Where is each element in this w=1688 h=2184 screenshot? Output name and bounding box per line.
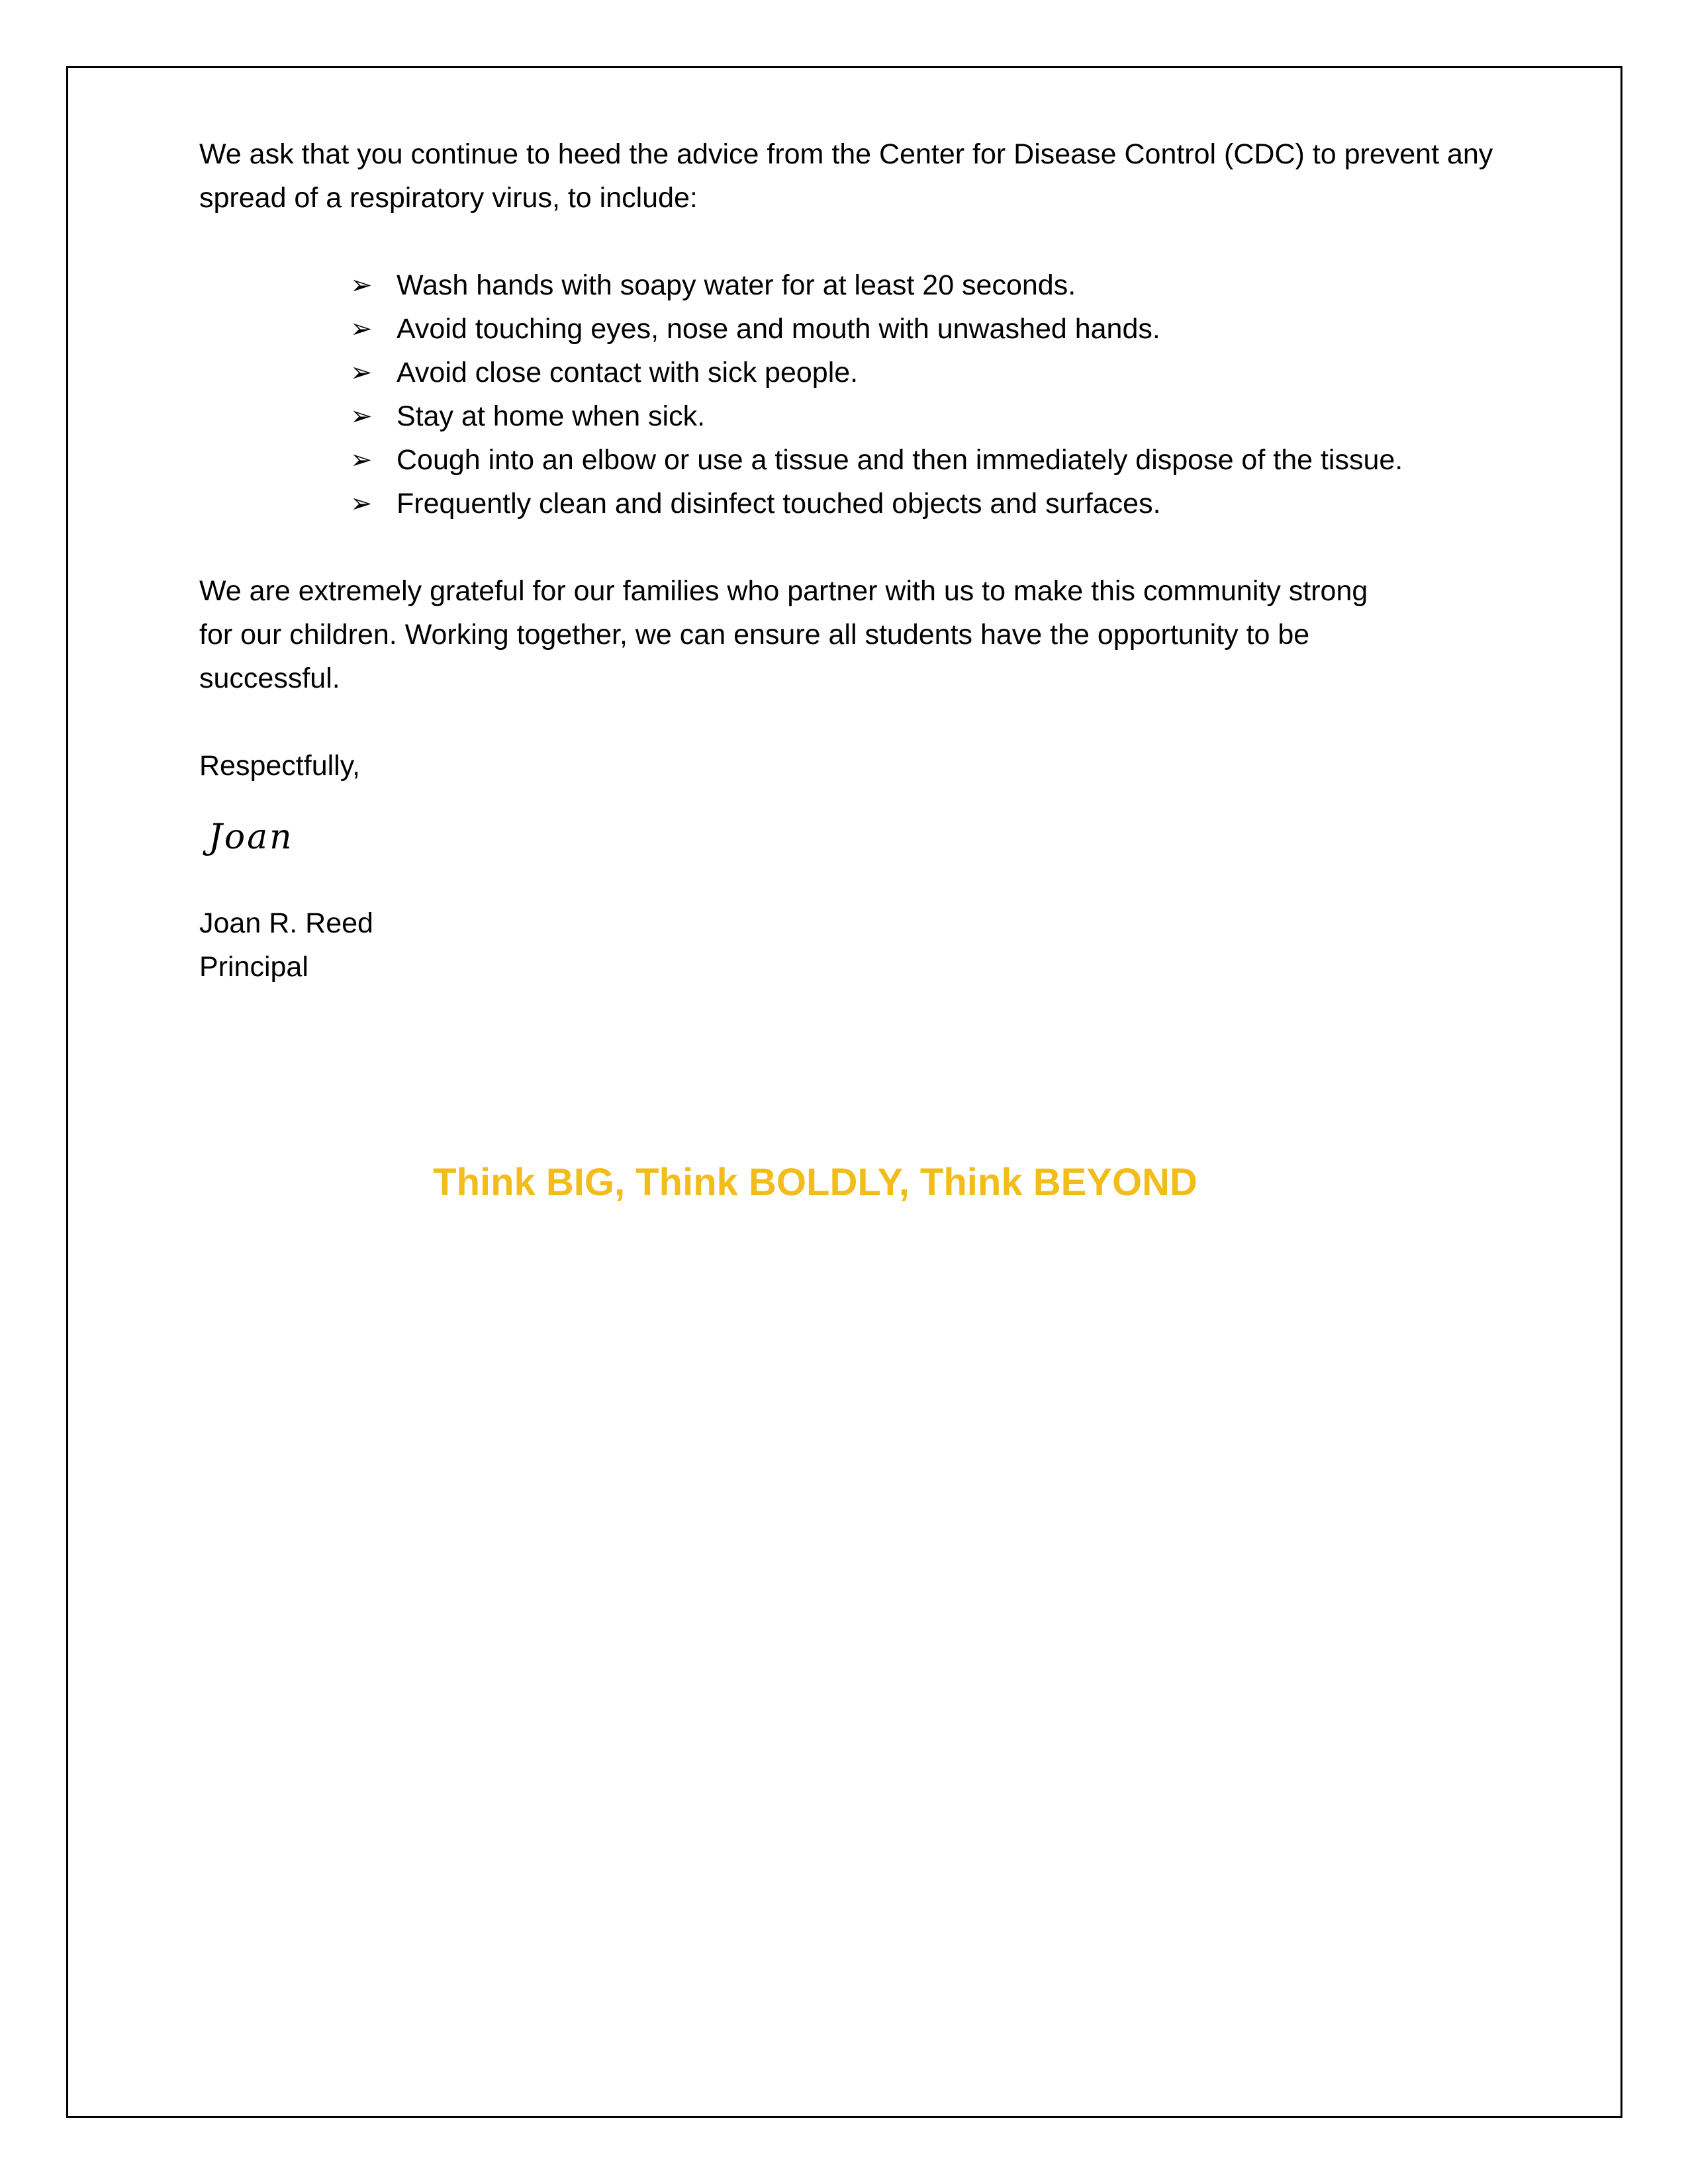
closing-paragraph (199, 569, 1523, 700)
intro-paragraph: We ask that you continue to heed the advice from the Center for Disease Control (CDC) to prevent any spread of a respiratory virus, to include: (199, 138, 1493, 214)
arrowhead-bullet-icon: ➢ (350, 271, 373, 300)
arrowhead-bullet-icon: ➢ (350, 358, 373, 387)
arrowhead-bullet-icon: ➢ (350, 445, 373, 475)
arrowhead-bullet-icon: ➢ (350, 314, 373, 343)
list-item (350, 307, 1523, 351)
signer-title: Principal (199, 951, 308, 983)
list-item-text: Stay at home when sick. (397, 400, 706, 432)
list-item (350, 263, 1523, 307)
arrowhead-bullet-icon: ➢ (350, 489, 373, 518)
cdc-advice-list (199, 263, 1523, 525)
list-item (350, 394, 1523, 438)
list-item (350, 351, 1523, 394)
list-item-text: Cough into an elbow or use a tissue and then immediately dispose of the tissue. (397, 444, 1403, 476)
closing-line: successful. (199, 662, 340, 694)
handwritten-signature: Joan (209, 817, 294, 857)
list-item-text: Avoid touching eyes, nose and mouth with unwashed hands. (397, 313, 1160, 345)
closing-line: We are extremely grateful for our families who partner with us to make this community strong (199, 575, 1368, 607)
arrowhead-bullet-icon: ➢ (350, 402, 373, 431)
list-item (350, 482, 1523, 525)
letter-body (199, 132, 1523, 989)
valediction: Respectfully, (199, 750, 360, 782)
list-item-text: Wash hands with soapy water for at least 20 seconds. (397, 269, 1076, 301)
list-item (350, 438, 1523, 482)
list-item-text: Frequently clean and disinfect touched objects and surfaces. (397, 488, 1161, 520)
school-motto: Think BIG, Think BOLDLY, Think BEYOND (433, 1161, 1197, 1204)
closing-line: for our children. Working together, we can ensure all students have the opportunity to be (199, 619, 1310, 651)
signer-name: Joan R. Reed (199, 907, 373, 939)
list-item-text: Avoid close contact with sick people. (397, 357, 859, 388)
